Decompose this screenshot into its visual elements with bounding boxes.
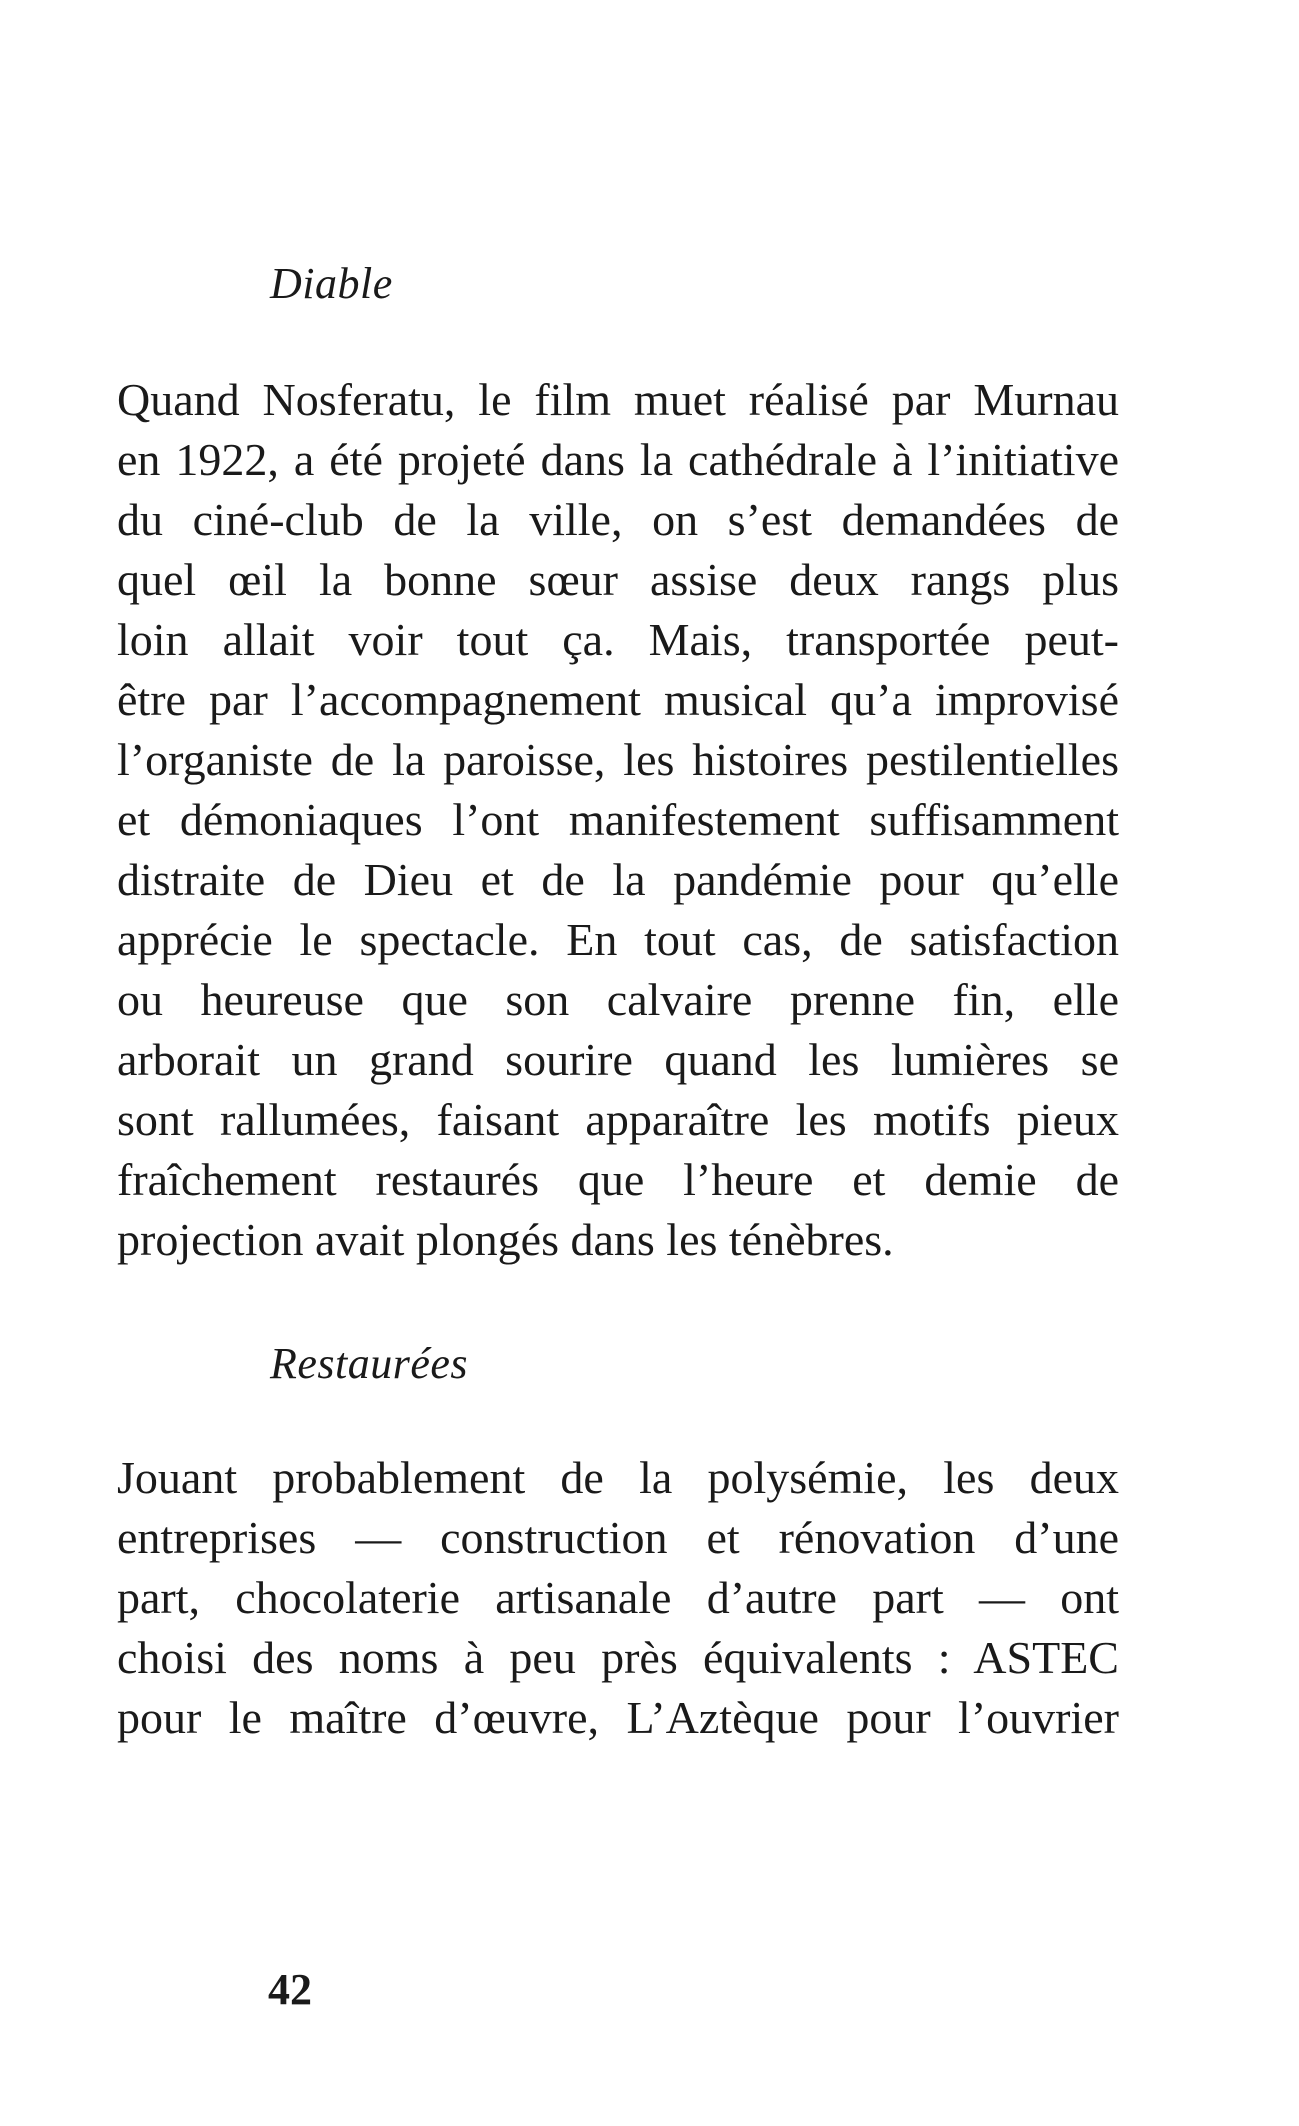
text-line: arborait un grand sourire quand les lumières se xyxy=(117,1034,1119,1085)
text-line: distraite de Dieu et de la pandémie pour qu’elle xyxy=(117,854,1119,905)
paragraph-diable xyxy=(117,370,1119,1270)
text-line: sont rallumées, faisant apparaître les motifs pieux xyxy=(117,1094,1119,1145)
text-line: et démoniaques l’ont manifestement suffisamment xyxy=(117,794,1119,845)
section-title-restaurees: Restaurées xyxy=(270,1339,469,1388)
page-number: 42 xyxy=(268,1965,312,2014)
text-line: du ciné-club de la ville, on s’est demandées de xyxy=(117,494,1119,545)
paragraph-restaurees xyxy=(117,1448,1119,1748)
text-line: loin allait voir tout ça. Mais, transportée peut- xyxy=(117,614,1119,665)
text-line: Jouant probablement de la polysémie, les deux xyxy=(117,1452,1119,1503)
text-line: en 1922, a été projeté dans la cathédrale à l’initiative xyxy=(117,434,1119,485)
text-line: entreprises — construction et rénovation d’une xyxy=(117,1512,1119,1563)
text-line: l’organiste de la paroisse, les histoires pestilentielles xyxy=(117,734,1119,785)
text-line: Quand Nosferatu, le film muet réalisé par Murnau xyxy=(117,374,1119,425)
text-line: ou heureuse que son calvaire prenne fin, elle xyxy=(117,974,1119,1025)
text-line: projection avait plongés dans les ténèbres. xyxy=(117,1214,894,1265)
text-line: être par l’accompagnement musical qu’a improvisé xyxy=(117,674,1119,725)
text-line: quel œil la bonne sœur assise deux rangs plus xyxy=(117,554,1119,605)
text-line: pour le maître d’œuvre, L’Aztèque pour l’ouvrier xyxy=(117,1692,1119,1743)
text-line: part, chocolaterie artisanale d’autre part — ont xyxy=(117,1572,1119,1623)
text-line: fraîchement restaurés que l’heure et demie de xyxy=(117,1154,1119,1205)
text-line: choisi des noms à peu près équivalents : ASTEC xyxy=(117,1632,1119,1683)
text-line: apprécie le spectacle. En tout cas, de satisfaction xyxy=(117,914,1119,965)
section-title-diable: Diable xyxy=(270,259,393,308)
